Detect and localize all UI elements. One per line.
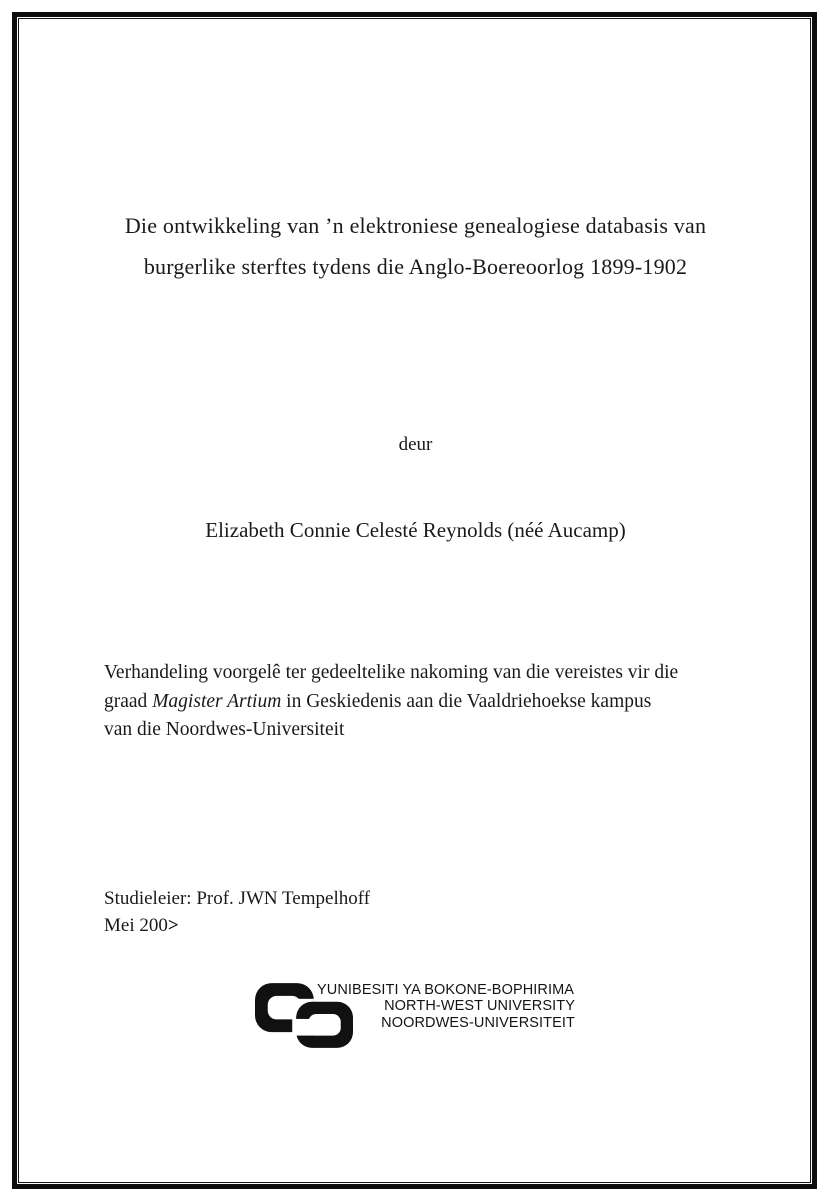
date-glyph: > [167,915,179,936]
thesis-title [0,205,831,287]
degree-name-italic: Magister Artium [152,690,282,712]
degree-statement-line-2-pre: graad [104,690,153,712]
date-line [104,912,370,939]
degree-statement-line-2 [104,688,737,717]
thesis-title-line-1: Die ontwikkeling van ’n elektroniese genealogiese databasis van [124,213,707,238]
degree-statement [104,659,737,745]
byline-label: deur [398,434,433,455]
supervisor-block [104,885,370,939]
nwu-logo-line-3: NOORDWES-UNIVERSITEIT [381,1014,575,1031]
degree-statement-line-2-post: in Geskiedenis aan die Vaaldriehoekse kampus [281,690,652,712]
degree-statement-line-1: Verhandeling voorgelê ter gedeeltelike nakoming van die vereistes vir die [104,662,679,683]
date-prefix: Mei 200 [104,915,168,936]
thesis-title-line-2: burgerlike sterftes tydens die Anglo-Boereoorlog 1899-1902 [143,254,688,279]
degree-statement-line-3: van die Noordwes-Universiteit [104,719,345,740]
nwu-logo [255,980,585,1055]
nwu-logo-line-2: NORTH-WEST UNIVERSITY [384,998,575,1015]
nwu-logo-text [317,982,575,1031]
supervisor-line: Studieleier: Prof. JWN Tempelhoff [104,888,371,909]
nwu-logo-line-1: YUNIBESITI YA BOKONE-BOPHIRIMA [317,982,575,998]
author-name: Elizabeth Connie Celesté Reynolds (néé Aucamp) [205,518,626,542]
